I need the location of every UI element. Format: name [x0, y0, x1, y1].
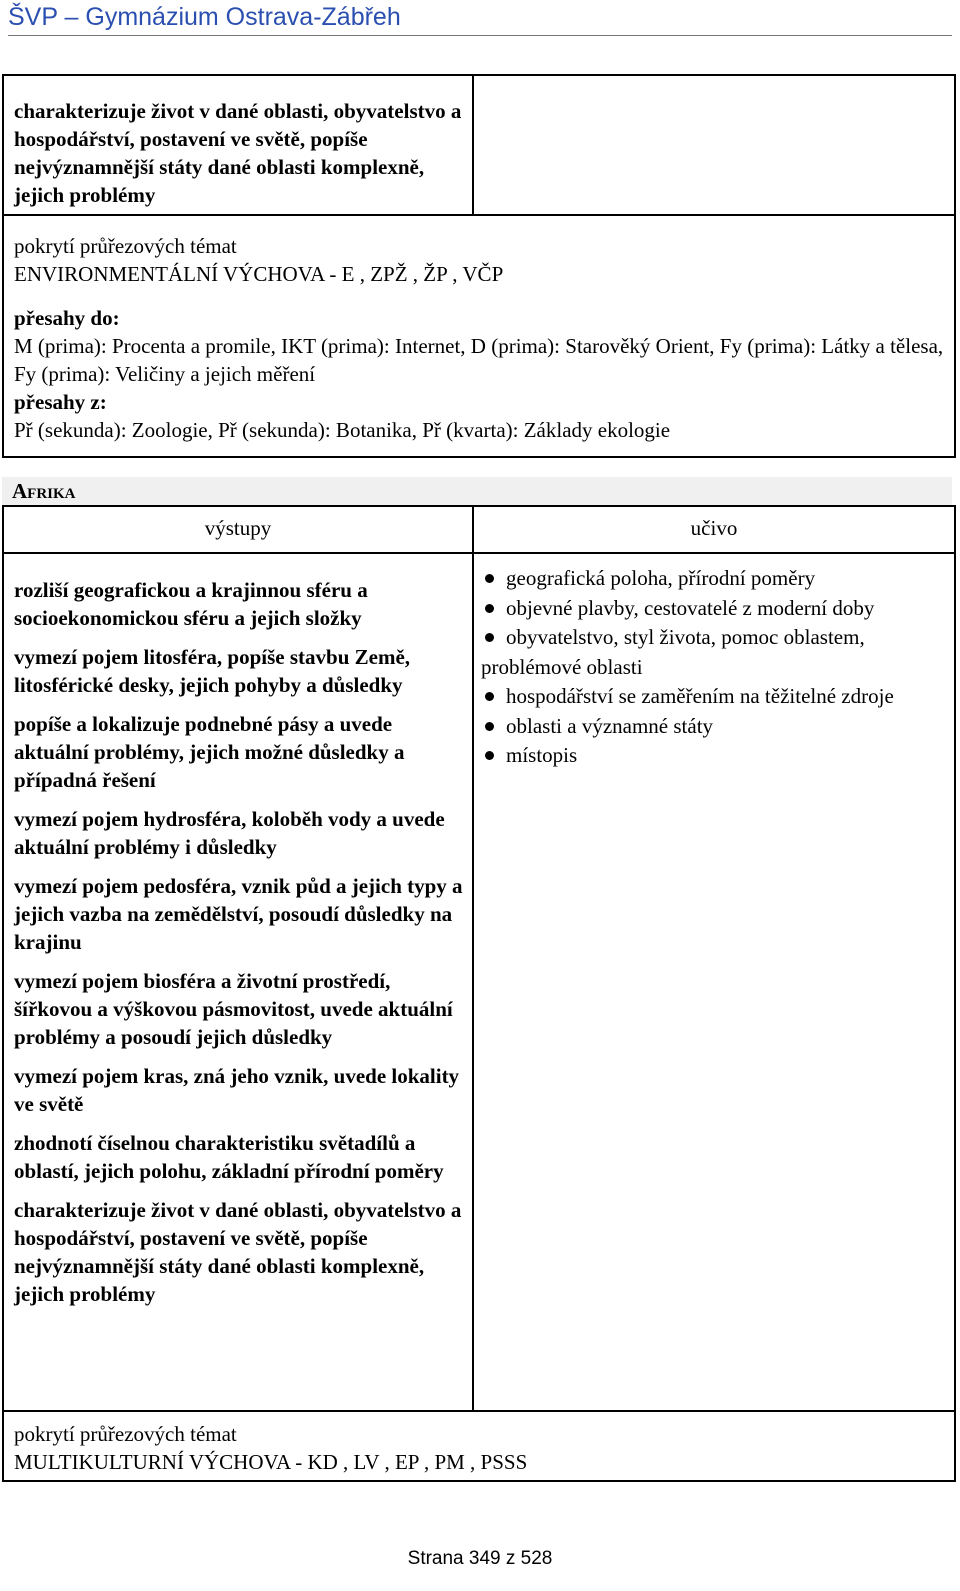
top-table-right-cell: [474, 76, 954, 214]
curriculum-item-text: geografická poloha, přírodní poměry: [506, 566, 816, 590]
curriculum-item: [481, 623, 948, 682]
output-item: vymezí pojem pedosféra, vznik půd a jejich typy a jejich vazba na zemědělství, posoudí důsledky na krajinu: [14, 874, 463, 954]
page-number: Strana 349 z 528: [407, 1548, 553, 1569]
main-table: [2, 505, 956, 1412]
output-item: vymezí pojem kras, zná jeho vznik, uvede lokality ve světě: [14, 1064, 460, 1116]
coverage-block-2: [2, 1410, 956, 1482]
top-table: [2, 74, 956, 216]
table-body-row: [4, 554, 954, 1412]
curriculum-item-text: oblasti a významné státy: [506, 713, 714, 738]
coverage-label: pokrytí průřezových témat: [14, 1422, 237, 1446]
curriculum-item-text: hospodářství se zaměřením na těžitelné zdroje: [506, 684, 894, 708]
section-heading: [2, 477, 952, 505]
curriculum-item: [481, 594, 948, 624]
curriculum-item: [481, 712, 948, 742]
output-item: vymezí pojem biosféra a životní prostředí, šířkovou a výškovou pásmovitost, uvede aktuální problémy a posoudí jejich důsledky: [14, 969, 453, 1049]
curriculum-item: [481, 682, 948, 712]
output-item: charakterizuje život v dané oblasti, obyvatelstvo a hospodářství, postavení ve světě, popíše nejvýznamnější státy dané oblasti komplexně, jejich problémy: [14, 1198, 462, 1306]
top-table-left-cell: charakterizuje život v dané oblasti, obyvatelstvo a hospodářství, postavení ve světě, popíše nejvýznamnější státy dané oblasti komplexně, jejich problémy: [4, 76, 474, 214]
bullet-icon: [485, 633, 494, 642]
bullet-icon: [485, 574, 494, 583]
column-header-curriculum: učivo: [690, 516, 738, 540]
output-item: popíše a lokalizuje podnebné pásy a uvede aktuální problémy, jejich možné důsledky a případná řešení: [14, 712, 405, 792]
curriculum-item: [481, 741, 948, 771]
coverage-block-1: [2, 214, 956, 458]
overlaps-from-label: přesahy z:: [14, 390, 107, 414]
section-title: Afrika: [12, 479, 76, 503]
bullet-icon: [485, 751, 494, 760]
overlaps-to-label: přesahy do:: [14, 306, 120, 330]
overlaps-to-text: M (prima): Procenta a promile, IKT (prima): Internet, D (prima): Starověký Orient, Fy (prima): Látky a tělesa, Fy (prima): Veličiny a jejich měření: [14, 334, 944, 386]
coverage-value: ENVIRONMENTÁLNÍ VÝCHOVA - E , ZPŽ , ŽP , VČP: [14, 262, 504, 286]
outputs-cell: [4, 554, 474, 1412]
coverage-value: MULTIKULTURNÍ VÝCHOVA - KD , LV , EP , PM , PSSS: [14, 1450, 528, 1474]
curriculum-item-text: obyvatelstvo, styl života, pomoc oblastem, problémové oblasti: [481, 625, 865, 679]
output-item: vymezí pojem hydrosféra, koloběh vody a uvede aktuální problémy i důsledky: [14, 807, 445, 859]
output-item: zhodnotí číselnou charakteristiku světadílů a oblastí, jejich polohu, základní přírodní poměry: [14, 1131, 444, 1183]
output-item: vymezí pojem litosféra, popíše stavbu Země, litosférické desky, jejich pohyby a důsledky: [14, 645, 411, 697]
coverage-label: pokrytí průřezových témat: [14, 234, 237, 258]
curriculum-item-text: objevné plavby, cestovatelé z moderní doby: [506, 595, 875, 620]
output-item: rozliší geografickou a krajinnou sféru a socioekonomickou sféru a jejich složky: [14, 578, 368, 630]
curriculum-item: [481, 564, 948, 594]
curriculum-cell: [474, 554, 954, 1412]
overlaps-from-text: Př (sekunda): Zoologie, Př (sekunda): Botanika, Př (kvarta): Základy ekologie: [14, 418, 671, 442]
document-header: [8, 0, 952, 36]
table-header-row: [4, 507, 954, 554]
column-header-outputs: výstupy: [4, 507, 474, 552]
curriculum-item-text: místopis: [506, 743, 578, 767]
document-title: ŠVP – Gymnázium Ostrava-Zábřeh: [8, 3, 401, 31]
bullet-icon: [485, 692, 494, 701]
bullet-icon: [485, 722, 494, 731]
bullet-icon: [485, 604, 494, 613]
